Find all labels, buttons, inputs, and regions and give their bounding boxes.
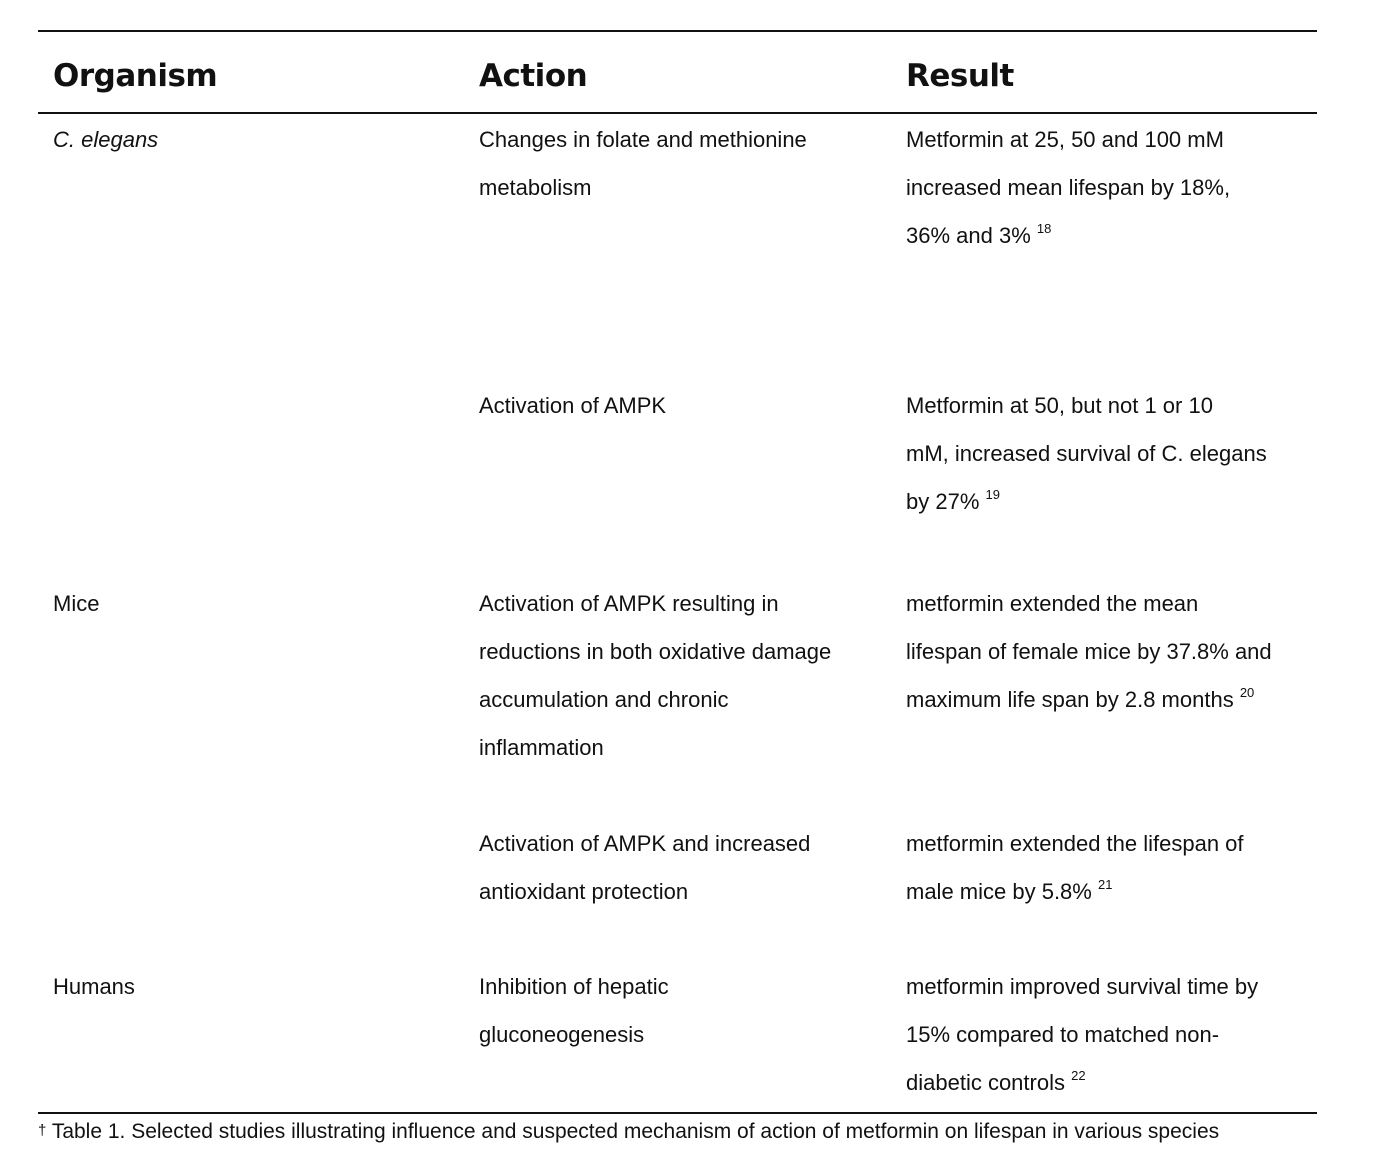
result-line (906, 478, 1316, 526)
result-line (906, 676, 1316, 724)
result-cell (906, 820, 1316, 916)
table-caption (38, 1118, 1219, 1148)
result-line: lifespan of female mice by 37.8% and (906, 639, 1272, 664)
result-cell (906, 963, 1316, 1107)
action-line: Changes in folate and methionine (479, 127, 807, 152)
data-table (38, 30, 1317, 1113)
result-line: Metformin at 25, 50 and 100 mM (906, 127, 1224, 152)
result-text: maximum life span by 2.8 months (906, 687, 1234, 712)
organism-cell: C. elegans (53, 127, 159, 152)
action-cell (479, 116, 889, 212)
organism-cell: Humans (53, 974, 135, 999)
result-line: mM, increased survival of C. elegans (906, 441, 1267, 466)
header-action: Action (479, 58, 588, 94)
header-result: Result (906, 58, 1014, 94)
reference-number: 20 (1239, 684, 1255, 700)
action-line: Activation of AMPK (479, 393, 667, 418)
organism-cell: Mice (53, 591, 100, 616)
table-header-row (38, 32, 1317, 114)
action-line: reductions in both oxidative damage (479, 639, 832, 664)
result-cell (906, 116, 1316, 260)
reference-number: 21 (1097, 876, 1113, 892)
result-line: metformin extended the mean (906, 591, 1199, 616)
dagger-symbol: † (38, 1122, 47, 1139)
header-organism: Organism (53, 58, 218, 94)
result-line: increased mean lifespan by 18%, (906, 175, 1231, 200)
action-line: antioxidant protection (479, 879, 689, 904)
table-body (38, 114, 1317, 1113)
action-line: inflammation (479, 735, 604, 760)
result-line: metformin improved survival time by (906, 974, 1259, 999)
result-line (906, 868, 1316, 916)
result-line: Metformin at 50, but not 1 or 10 (906, 393, 1213, 418)
action-line: gluconeogenesis (479, 1022, 645, 1047)
result-line (906, 1059, 1316, 1107)
action-line: Activation of AMPK and increased (479, 831, 811, 856)
reference-number: 19 (985, 486, 1000, 502)
result-text: diabetic controls (906, 1070, 1065, 1095)
result-cell (906, 580, 1316, 724)
caption-text: Table 1. Selected studies illustrating influence and suspected mechanism of action of metformin on lifespan in various species (51, 1120, 1220, 1143)
result-text: 36% and 3% (906, 223, 1031, 248)
action-cell (479, 963, 889, 1059)
result-cell (906, 382, 1316, 526)
action-line: Activation of AMPK resulting in (479, 591, 779, 616)
action-cell (479, 580, 889, 772)
reference-number: 22 (1071, 1067, 1086, 1083)
result-line: metformin extended the lifespan of (906, 831, 1244, 856)
action-line: accumulation and chronic (479, 687, 729, 712)
action-line: Inhibition of hepatic (479, 974, 669, 999)
table-bottom-rule (38, 1112, 1317, 1114)
result-text: by 27% (906, 489, 980, 514)
result-line (906, 212, 1316, 260)
result-text: male mice by 5.8% (906, 879, 1092, 904)
result-line: 15% compared to matched non- (906, 1022, 1220, 1047)
reference-number: 18 (1036, 220, 1052, 236)
action-cell (479, 382, 889, 430)
action-line: metabolism (479, 175, 592, 200)
action-cell (479, 820, 889, 916)
